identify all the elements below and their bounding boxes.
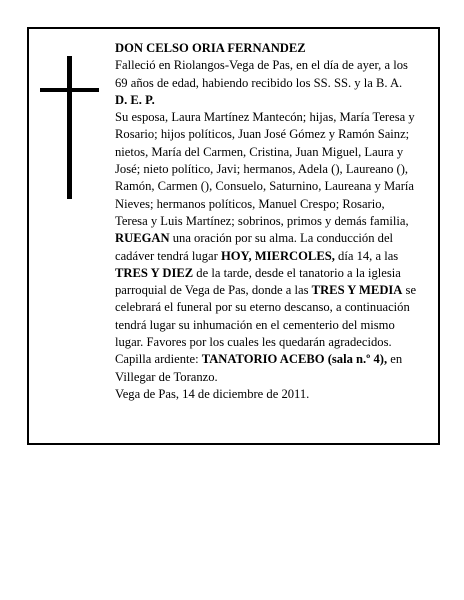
rip-line: D. E. P.: [115, 92, 155, 107]
obituary-frame: [27, 27, 440, 445]
ceremony-text-4: se celebrará el funeral por su eterno descanso, a continuación tendrá lugar su inhumación en el cementerio del mismo lugar. Favores por los cuales les quedarán agradecidos. Capilla ardiente:: [115, 283, 417, 367]
cross-icon-bar: [40, 88, 99, 92]
departure-time: TRES Y DIEZ: [115, 265, 194, 280]
cross-icon: [67, 56, 72, 199]
obituary-text: [115, 40, 420, 403]
ceremony-day: HOY, MIERCOLES,: [220, 248, 335, 263]
death-notice: Falleció en Riolangos-Vega de Pas, en el día de ayer, a los 69 años de edad, habiendo recibido los SS. SS. y la B. A.: [115, 58, 408, 90]
ceremony-details: [115, 230, 420, 386]
tanatorio-name: TANATORIO ACEBO (sala n.º 4),: [201, 352, 388, 367]
ceremony-text-2: día 14, a las: [334, 248, 399, 263]
ceremony-text-1: una oración por su alma. La conducción del cadáver tendrá lugar: [115, 231, 394, 263]
ruegan-label: RUEGAN: [115, 231, 170, 246]
ceremony-text-3: de la tarde, desde el tanatorio a la iglesia parroquial de Vega de Pas, donde a las: [115, 265, 401, 298]
family-list: Su esposa, Laura Martínez Mantecón; hijas, María Teresa y Rosario; hijos políticos, Juan José Gómez y Ramón Sainz; nietos, María del Carmen, Cristina, Juan Miguel, Laura y José; nieto político, Javi; hermanos, Adela (), Laureano (), Ramón, Carmen (), Consuelo, Saturnino, Laureana y María Nieves; hermanos políticos, Manuel Crespo; Rosario, Teresa y Luis Martínez; sobrinos, primos y demás familia,: [115, 110, 415, 228]
deceased-name: DON CELSO ORIA FERNANDEZ: [115, 41, 306, 55]
date-line: Vega de Pas, 14 de diciembre de 2011.: [115, 386, 310, 401]
ceremony-text-5: en Villegar de Toranzo.: [115, 352, 403, 384]
funeral-time: TRES Y MEDIA: [311, 283, 403, 298]
